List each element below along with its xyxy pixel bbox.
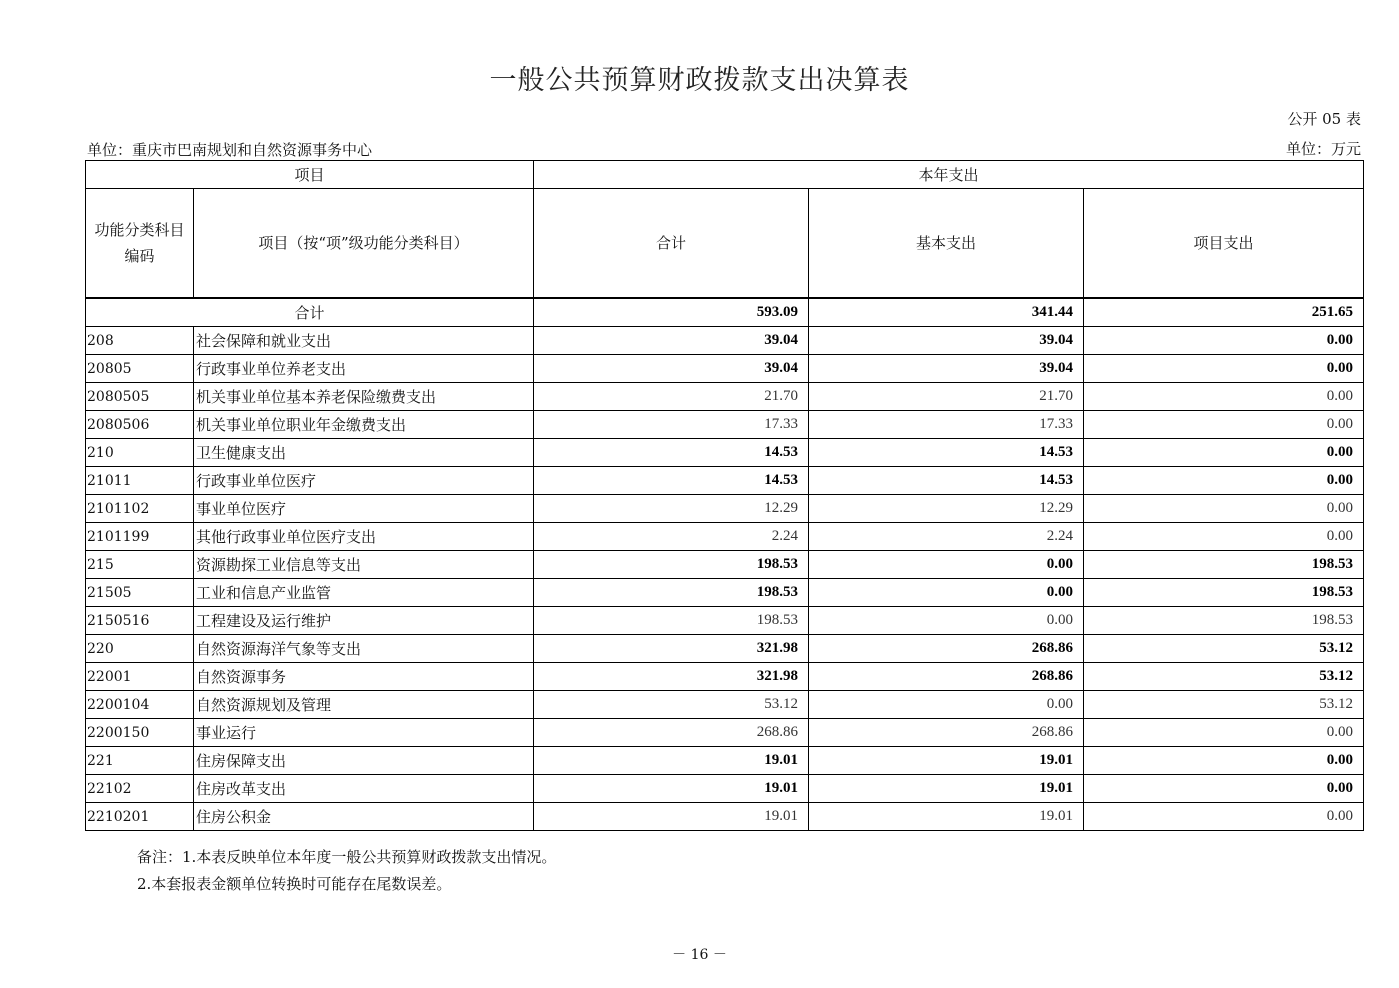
- row-project: 53.12: [1084, 635, 1364, 663]
- total-basic: 341.44: [809, 298, 1084, 327]
- row-total: 14.53: [534, 439, 809, 467]
- row-code: 2200104: [86, 691, 194, 719]
- row-name: 事业运行: [194, 719, 534, 747]
- row-basic: 39.04: [809, 355, 1084, 383]
- row-project: 0.00: [1084, 775, 1364, 803]
- row-code: 21011: [86, 467, 194, 495]
- row-code: 208: [86, 327, 194, 355]
- row-total: 53.12: [534, 691, 809, 719]
- row-project: 0.00: [1084, 495, 1364, 523]
- row-basic: 0.00: [809, 691, 1084, 719]
- row-project: 0.00: [1084, 523, 1364, 551]
- header-current-year: 本年支出: [534, 161, 1364, 189]
- page-number: － 16 －: [672, 947, 727, 963]
- row-code: 2210201: [86, 803, 194, 831]
- row-total: 198.53: [534, 579, 809, 607]
- header-basic: 基本支出: [809, 189, 1084, 299]
- row-project: 0.00: [1084, 467, 1364, 495]
- header-row-2: [86, 189, 1364, 299]
- row-project: 198.53: [1084, 579, 1364, 607]
- row-total: 2.24: [534, 523, 809, 551]
- table-row: [86, 439, 1364, 467]
- row-code: 2101199: [86, 523, 194, 551]
- row-total: 39.04: [534, 355, 809, 383]
- total-label: 合计: [86, 298, 534, 327]
- row-project: 0.00: [1084, 383, 1364, 411]
- row-name: 社会保障和就业支出: [194, 327, 534, 355]
- row-name: 机关事业单位基本养老保险缴费支出: [194, 383, 534, 411]
- row-project: 53.12: [1084, 691, 1364, 719]
- row-name: 行政事业单位养老支出: [194, 355, 534, 383]
- header-name: 项目（按“项”级功能分类科目）: [194, 189, 534, 299]
- header-project-exp: 项目支出: [1084, 189, 1364, 299]
- table-row: [86, 523, 1364, 551]
- row-name: 工业和信息产业监管: [194, 579, 534, 607]
- row-name: 自然资源事务: [194, 663, 534, 691]
- total-sum: 593.09: [534, 298, 809, 327]
- form-number: 公开 05 表: [1287, 110, 1361, 128]
- row-name: 其他行政事业单位医疗支出: [194, 523, 534, 551]
- total-project: 251.65: [1084, 298, 1364, 327]
- row-name: 住房改革支出: [194, 775, 534, 803]
- header-total: 合计: [534, 189, 809, 299]
- row-code: 21505: [86, 579, 194, 607]
- row-basic: 0.00: [809, 551, 1084, 579]
- table-row: [86, 327, 1364, 355]
- row-total: 321.98: [534, 663, 809, 691]
- header-project: 项目: [86, 161, 534, 189]
- table-body: [86, 298, 1364, 831]
- table-row: [86, 803, 1364, 831]
- table-row: [86, 355, 1364, 383]
- row-name: 机关事业单位职业年金缴费支出: [194, 411, 534, 439]
- row-basic: 268.86: [809, 635, 1084, 663]
- row-code: 220: [86, 635, 194, 663]
- row-name: 工程建设及运行维护: [194, 607, 534, 635]
- row-code: 22001: [86, 663, 194, 691]
- currency-unit: 单位：万元: [1285, 140, 1361, 158]
- table-row: [86, 775, 1364, 803]
- row-basic: 19.01: [809, 803, 1084, 831]
- row-basic: 12.29: [809, 495, 1084, 523]
- row-name: 资源勘探工业信息等支出: [194, 551, 534, 579]
- row-basic: 0.00: [809, 579, 1084, 607]
- row-code: 2080505: [86, 383, 194, 411]
- row-total: 19.01: [534, 747, 809, 775]
- row-total: 19.01: [534, 775, 809, 803]
- row-total: 198.53: [534, 551, 809, 579]
- row-basic: 2.24: [809, 523, 1084, 551]
- row-total: 321.98: [534, 635, 809, 663]
- note-2: 2.本套报表金额单位转换时可能存在尾数误差。: [137, 875, 452, 893]
- row-total: 39.04: [534, 327, 809, 355]
- row-name: 住房保障支出: [194, 747, 534, 775]
- table-row: [86, 411, 1364, 439]
- page-title: 一般公共预算财政拨款支出决算表: [489, 65, 910, 96]
- table-row: [86, 663, 1364, 691]
- row-code: 2200150: [86, 719, 194, 747]
- table-row: [86, 579, 1364, 607]
- row-code: 221: [86, 747, 194, 775]
- row-code: 210: [86, 439, 194, 467]
- row-project: 53.12: [1084, 663, 1364, 691]
- row-total: 198.53: [534, 607, 809, 635]
- row-project: 0.00: [1084, 327, 1364, 355]
- row-project: 0.00: [1084, 803, 1364, 831]
- table-row: [86, 747, 1364, 775]
- row-code: 2080506: [86, 411, 194, 439]
- organization-unit: 单位：重庆市巴南规划和自然资源事务中心: [87, 141, 373, 159]
- row-project: 198.53: [1084, 607, 1364, 635]
- table-row: [86, 719, 1364, 747]
- row-basic: 39.04: [809, 327, 1084, 355]
- total-row: [86, 298, 1364, 327]
- row-total: 12.29: [534, 495, 809, 523]
- row-name: 自然资源规划及管理: [194, 691, 534, 719]
- row-basic: 268.86: [809, 719, 1084, 747]
- row-project: 0.00: [1084, 411, 1364, 439]
- row-project: 0.00: [1084, 719, 1364, 747]
- table-row: [86, 607, 1364, 635]
- table-row: [86, 383, 1364, 411]
- row-total: 21.70: [534, 383, 809, 411]
- row-basic: 14.53: [809, 439, 1084, 467]
- row-basic: 19.01: [809, 775, 1084, 803]
- row-name: 住房公积金: [194, 803, 534, 831]
- table-row: [86, 467, 1364, 495]
- row-name: 行政事业单位医疗: [194, 467, 534, 495]
- row-project: 0.00: [1084, 355, 1364, 383]
- row-project: 0.00: [1084, 747, 1364, 775]
- row-code: 20805: [86, 355, 194, 383]
- row-code: 2150516: [86, 607, 194, 635]
- row-name: 卫生健康支出: [194, 439, 534, 467]
- row-total: 14.53: [534, 467, 809, 495]
- row-basic: 17.33: [809, 411, 1084, 439]
- row-basic: 19.01: [809, 747, 1084, 775]
- table-row: [86, 495, 1364, 523]
- row-code: 22102: [86, 775, 194, 803]
- table-row: [86, 551, 1364, 579]
- row-name: 事业单位医疗: [194, 495, 534, 523]
- row-total: 268.86: [534, 719, 809, 747]
- row-basic: 21.70: [809, 383, 1084, 411]
- row-code: 215: [86, 551, 194, 579]
- expenditure-table: [85, 160, 1364, 831]
- row-basic: 0.00: [809, 607, 1084, 635]
- table-row: [86, 635, 1364, 663]
- header-row-1: [86, 161, 1364, 189]
- row-basic: 14.53: [809, 467, 1084, 495]
- row-total: 19.01: [534, 803, 809, 831]
- note-1: 备注：1.本表反映单位本年度一般公共预算财政拨款支出情况。: [137, 848, 557, 866]
- header-code: 功能分类科目编码: [86, 189, 194, 299]
- row-project: 0.00: [1084, 439, 1364, 467]
- notes: [137, 844, 556, 898]
- row-project: 198.53: [1084, 551, 1364, 579]
- row-total: 17.33: [534, 411, 809, 439]
- row-basic: 268.86: [809, 663, 1084, 691]
- table-row: [86, 691, 1364, 719]
- row-code: 2101102: [86, 495, 194, 523]
- row-name: 自然资源海洋气象等支出: [194, 635, 534, 663]
